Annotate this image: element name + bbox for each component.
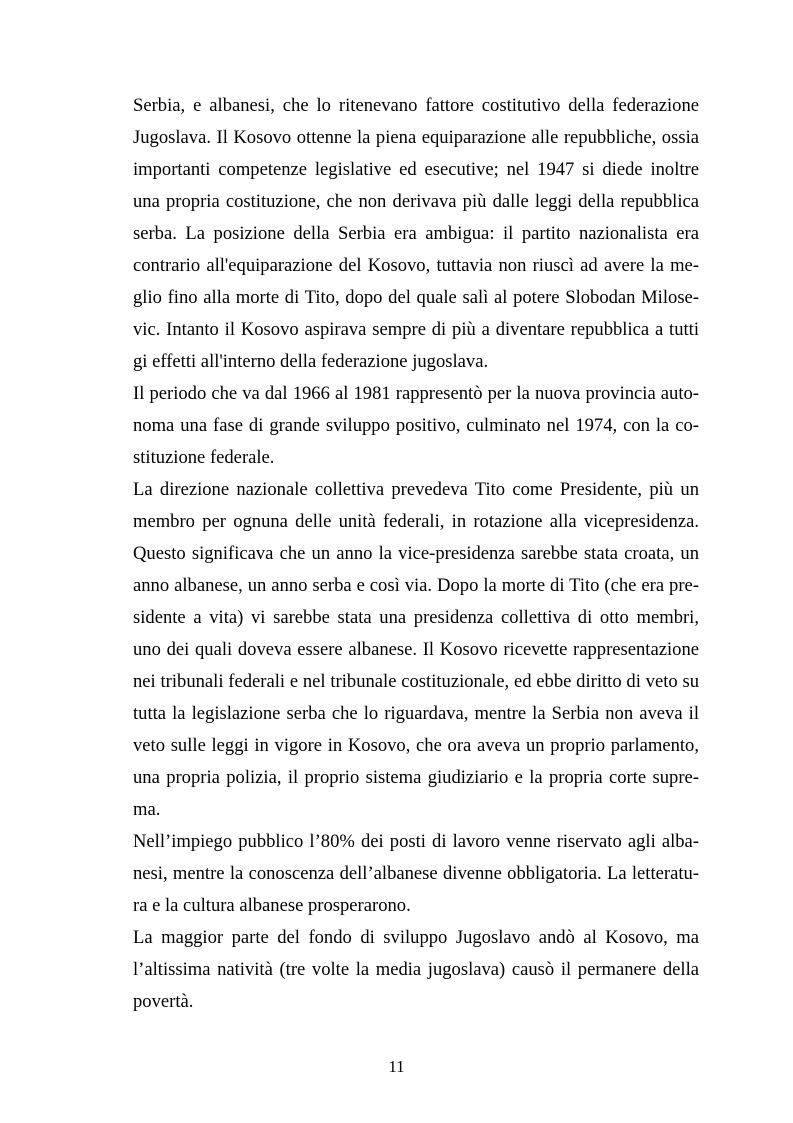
text-line: noma una fase di grande sviluppo positivo, culminato nel 1974, con la co- — [133, 415, 699, 436]
text-line: Questo significava che un anno la vice-presidenza sarebbe stata croata, un — [133, 543, 699, 564]
text-line: glio fino alla morte di Tito, dopo del quale salì al potere Slobodan Milose- — [133, 287, 699, 308]
text-line: l’altissima natività (tre volte la media jugoslava) causò il permanere della — [133, 959, 699, 980]
paragraph — [133, 474, 699, 826]
text-line: povertà. — [133, 991, 194, 1012]
text-line: gi effetti all'interno della federazione jugoslava. — [133, 351, 489, 372]
text-line: vic. Intanto il Kosovo aspirava sempre di più a diventare repubblica a tutti — [133, 319, 699, 340]
text-line: Serbia, e albanesi, che lo ritenevano fattore costitutivo della federazione — [133, 95, 699, 116]
text-line: serba. La posizione della Serbia era ambigua: il partito nazionalista era — [133, 223, 699, 244]
text-line: ma. — [133, 799, 161, 820]
text-line: Jugoslava. Il Kosovo ottenne la piena equiparazione alle repubbliche, ossia — [133, 127, 699, 148]
text-line: sidente a vita) vi sarebbe stata una presidenza collettiva di otto membri, — [133, 607, 699, 628]
text-line: membro per ognuna delle unità federali, in rotazione alla vicepresidenza. — [133, 511, 699, 532]
text-line: nei tribunali federali e nel tribunale costituzionale, ed ebbe diritto di veto su — [133, 671, 699, 692]
text-line: nesi, mentre la conoscenza dell’albanese divenne obbligatoria. La letteratu- — [133, 863, 699, 884]
text-line: La maggior parte del fondo di sviluppo Jugoslavo andò al Kosovo, ma — [133, 927, 699, 948]
text-line: uno dei quali doveva essere albanese. Il Kosovo ricevette rappresentazione — [133, 639, 699, 660]
text-line: Il periodo che va dal 1966 al 1981 rappresentò per la nuova provincia auto- — [133, 383, 699, 404]
paragraph — [133, 826, 699, 922]
text-line: anno albanese, un anno serba e così via. Dopo la morte di Tito (che era pre- — [133, 575, 699, 596]
text-line: veto sulle leggi in vigore in Kosovo, che ora aveva un proprio parlamento, — [133, 735, 699, 756]
paragraph — [133, 922, 699, 1018]
body-text — [133, 90, 699, 1018]
paragraph — [133, 90, 699, 378]
text-line: stituzione federale. — [133, 447, 275, 468]
text-line: tutta la legislazione serba che lo riguardava, mentre la Serbia non aveva il — [133, 703, 699, 724]
text-line: La direzione nazionale collettiva prevedeva Tito come Presidente, più un — [133, 479, 699, 500]
text-line: Nell’impiego pubblico l’80% dei posti di lavoro venne riservato agli alba- — [133, 831, 699, 852]
text-line: contrario all'equiparazione del Kosovo, tuttavia non riuscì ad avere la me- — [133, 255, 699, 276]
text-line: una propria polizia, il proprio sistema giudiziario e la propria corte supre- — [133, 767, 699, 788]
page-number: 11 — [388, 1057, 405, 1076]
text-line: una propria costituzione, che non derivava più dalle leggi della repubblica — [133, 191, 699, 212]
paragraph — [133, 378, 699, 474]
text-line: ra e la cultura albanese prosperarono. — [133, 895, 411, 916]
text-line: importanti competenze legislative ed esecutive; nel 1947 si diede inoltre — [133, 159, 699, 180]
